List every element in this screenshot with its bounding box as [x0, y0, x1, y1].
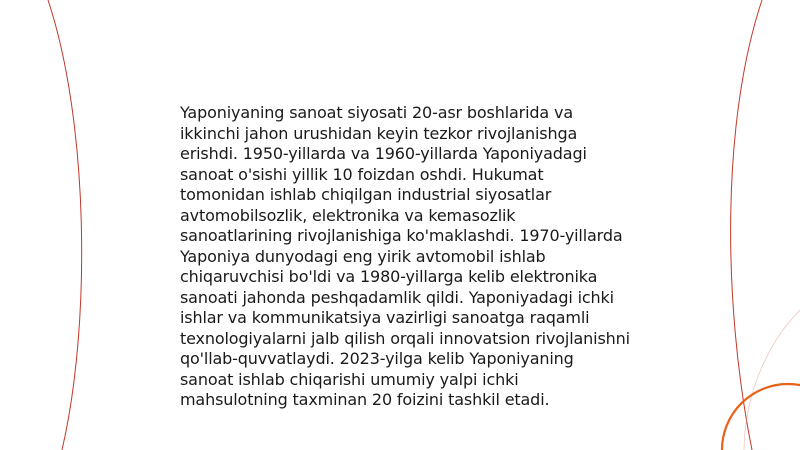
left-curve-line: [48, 0, 82, 450]
right-curve-line-secondary: [744, 310, 800, 450]
orange-circle: [722, 384, 800, 450]
right-curve-line: [731, 0, 762, 450]
body-paragraph: Yaponiyaning sanoat siyosati 20-asr boshlarida va ikkinchi jahon urushidan keyin tezkor rivojlanishga erishdi. 1950-yillarda va 1960-yillarda Yaponiyadagi sanoat o'sishi yillik 10 foizdan oshdi. Hukumat tomonidan ishlab chiqilgan industrial siyosatlar avtomobilsozlik, elektronika va kemasozlik sanoatlarining rivojlanishiga ko'maklashdi. 1970-yillarda Yaponiya dunyodagi eng yirik avtomobil ishlab chiqaruvchisi bo'ldi va 1980-yillarga kelib elektronika sanoati jahonda peshqadamlik qildi. Yaponiyadagi ichki ishlar va kommunikatsiya vazirligi sanoatga raqamli texnologiyalarni jalb qilish orqali innovatsion rivojlanishni qo'llab-quvvatlaydi. 2023-yilga kelib Yaponiyaning sanoat ishlab chiqarishi umumiy yalpi ichki mahsulotning taxminan 20 foizini tashkil etadi.: [180, 103, 630, 409]
